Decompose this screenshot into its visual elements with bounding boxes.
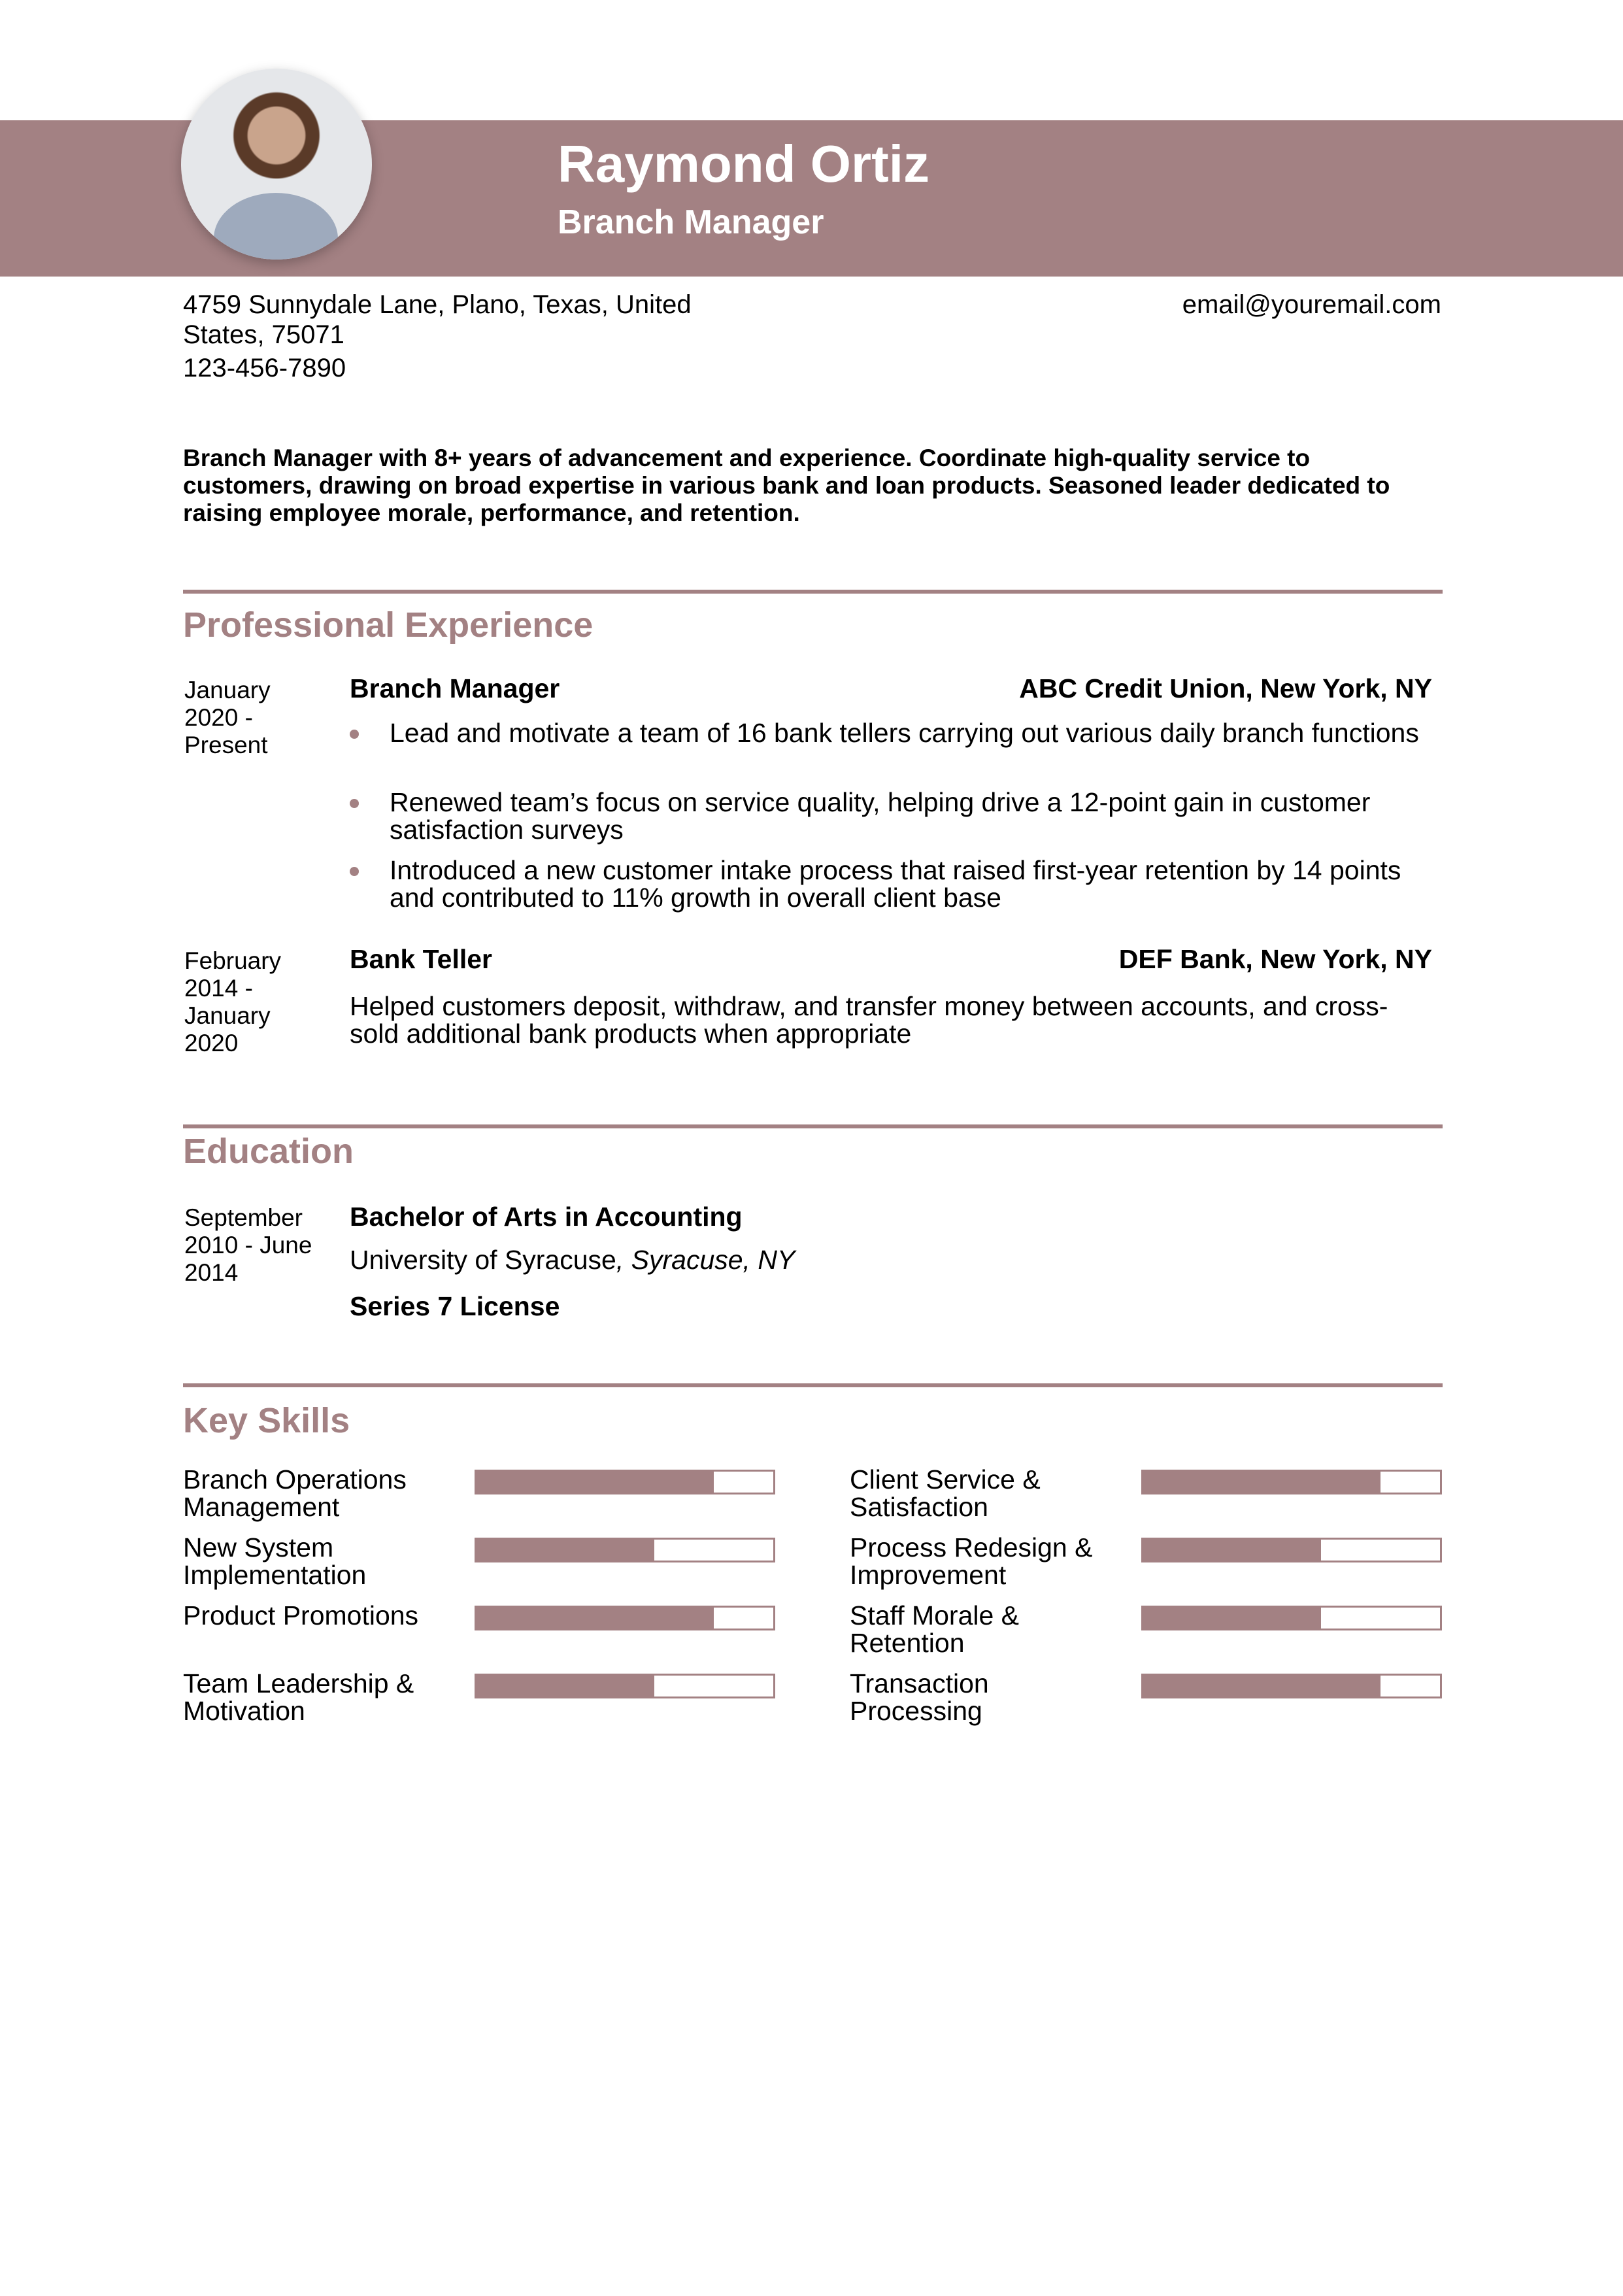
job-dates: February 2014 - January 2020 (184, 947, 282, 1056)
email: email@youremail.com (1182, 290, 1441, 319)
skill-level-fill (477, 1608, 714, 1629)
skill-level-bar (475, 1470, 775, 1494)
skill-level-fill (1143, 1540, 1321, 1561)
profile-photo (181, 69, 372, 260)
job-org: ABC Credit Union, New York, NY (1019, 673, 1432, 703)
bullet-icon (350, 799, 359, 808)
skill-name: Staff Morale & Retention (850, 1600, 1020, 1658)
job-org: DEF Bank, New York, NY (1118, 944, 1432, 974)
address: 4759 Sunnydale Lane, Plano, Texas, United States, 75071 (183, 290, 692, 349)
divider (183, 1124, 1443, 1128)
job-bullet: Renewed team’s focus on service quality, helping drive a 12-point gain in customer satisfaction surveys (350, 788, 1435, 843)
section-heading-skills: Key Skills (183, 1401, 350, 1440)
skill-name: Team Leadership & Motivation (183, 1668, 414, 1726)
phone: 123-456-7890 (183, 354, 346, 382)
divider (183, 590, 1443, 594)
skill-level-bar (475, 1674, 775, 1698)
job-role: Bank Teller (350, 944, 492, 974)
skill-level-bar (1141, 1470, 1442, 1494)
education-dates: September 2010 - June 2014 (184, 1204, 312, 1286)
summary: Branch Manager with 8+ years of advancement and experience. Coordinate high-quality service to customers, drawing on broad expertise in various bank and loan products. Seasoned leader dedicated to raising employee morale, performance, and retention. (183, 445, 1390, 526)
skill-level-fill (477, 1540, 654, 1561)
skill-name: Product Promotions (183, 1600, 419, 1630)
skill-level-fill (477, 1676, 654, 1697)
candidate-name: Raymond Ortiz (558, 135, 929, 193)
job-bullet: Lead and motivate a team of 16 bank tellers carrying out various daily branch functions (350, 719, 1435, 747)
job-description: Helped customers deposit, withdraw, and transfer money between accounts, and cross-sold additional bank products when appropriate (350, 991, 1388, 1049)
skill-level-bar (1141, 1606, 1442, 1630)
skill-level-bar (1141, 1538, 1442, 1562)
skill-level-fill (477, 1472, 714, 1493)
candidate-title: Branch Manager (558, 203, 824, 241)
skill-name: Transaction Processing (850, 1668, 989, 1726)
skill-name: New System Implementation (183, 1532, 367, 1590)
degree: Bachelor of Arts in Accounting (350, 1202, 743, 1232)
job-bullet: Introduced a new customer intake process that raised first-year retention by 14 points and contributed to 11% growth in overall client base (350, 856, 1435, 911)
skill-level-bar (475, 1538, 775, 1562)
skill-level-bar (1141, 1674, 1442, 1698)
divider (183, 1383, 1443, 1387)
bullet-icon (350, 730, 359, 739)
skill-name: Branch Operations Management (183, 1464, 407, 1522)
job-dates: January 2020 - Present (184, 677, 271, 758)
bullet-icon (350, 867, 359, 876)
skill-name: Client Service & Satisfaction (850, 1464, 1041, 1522)
skill-level-bar (475, 1606, 775, 1630)
skill-name: Process Redesign & Improvement (850, 1532, 1093, 1590)
section-heading-experience: Professional Experience (183, 605, 594, 645)
license: Series 7 License (350, 1291, 560, 1321)
skill-level-fill (1143, 1608, 1321, 1629)
skill-level-fill (1143, 1676, 1380, 1697)
section-heading-education: Education (183, 1132, 354, 1171)
job-role: Branch Manager (350, 673, 560, 703)
school: University of Syracuse, Syracuse, NY (350, 1245, 795, 1275)
skill-level-fill (1143, 1472, 1380, 1493)
